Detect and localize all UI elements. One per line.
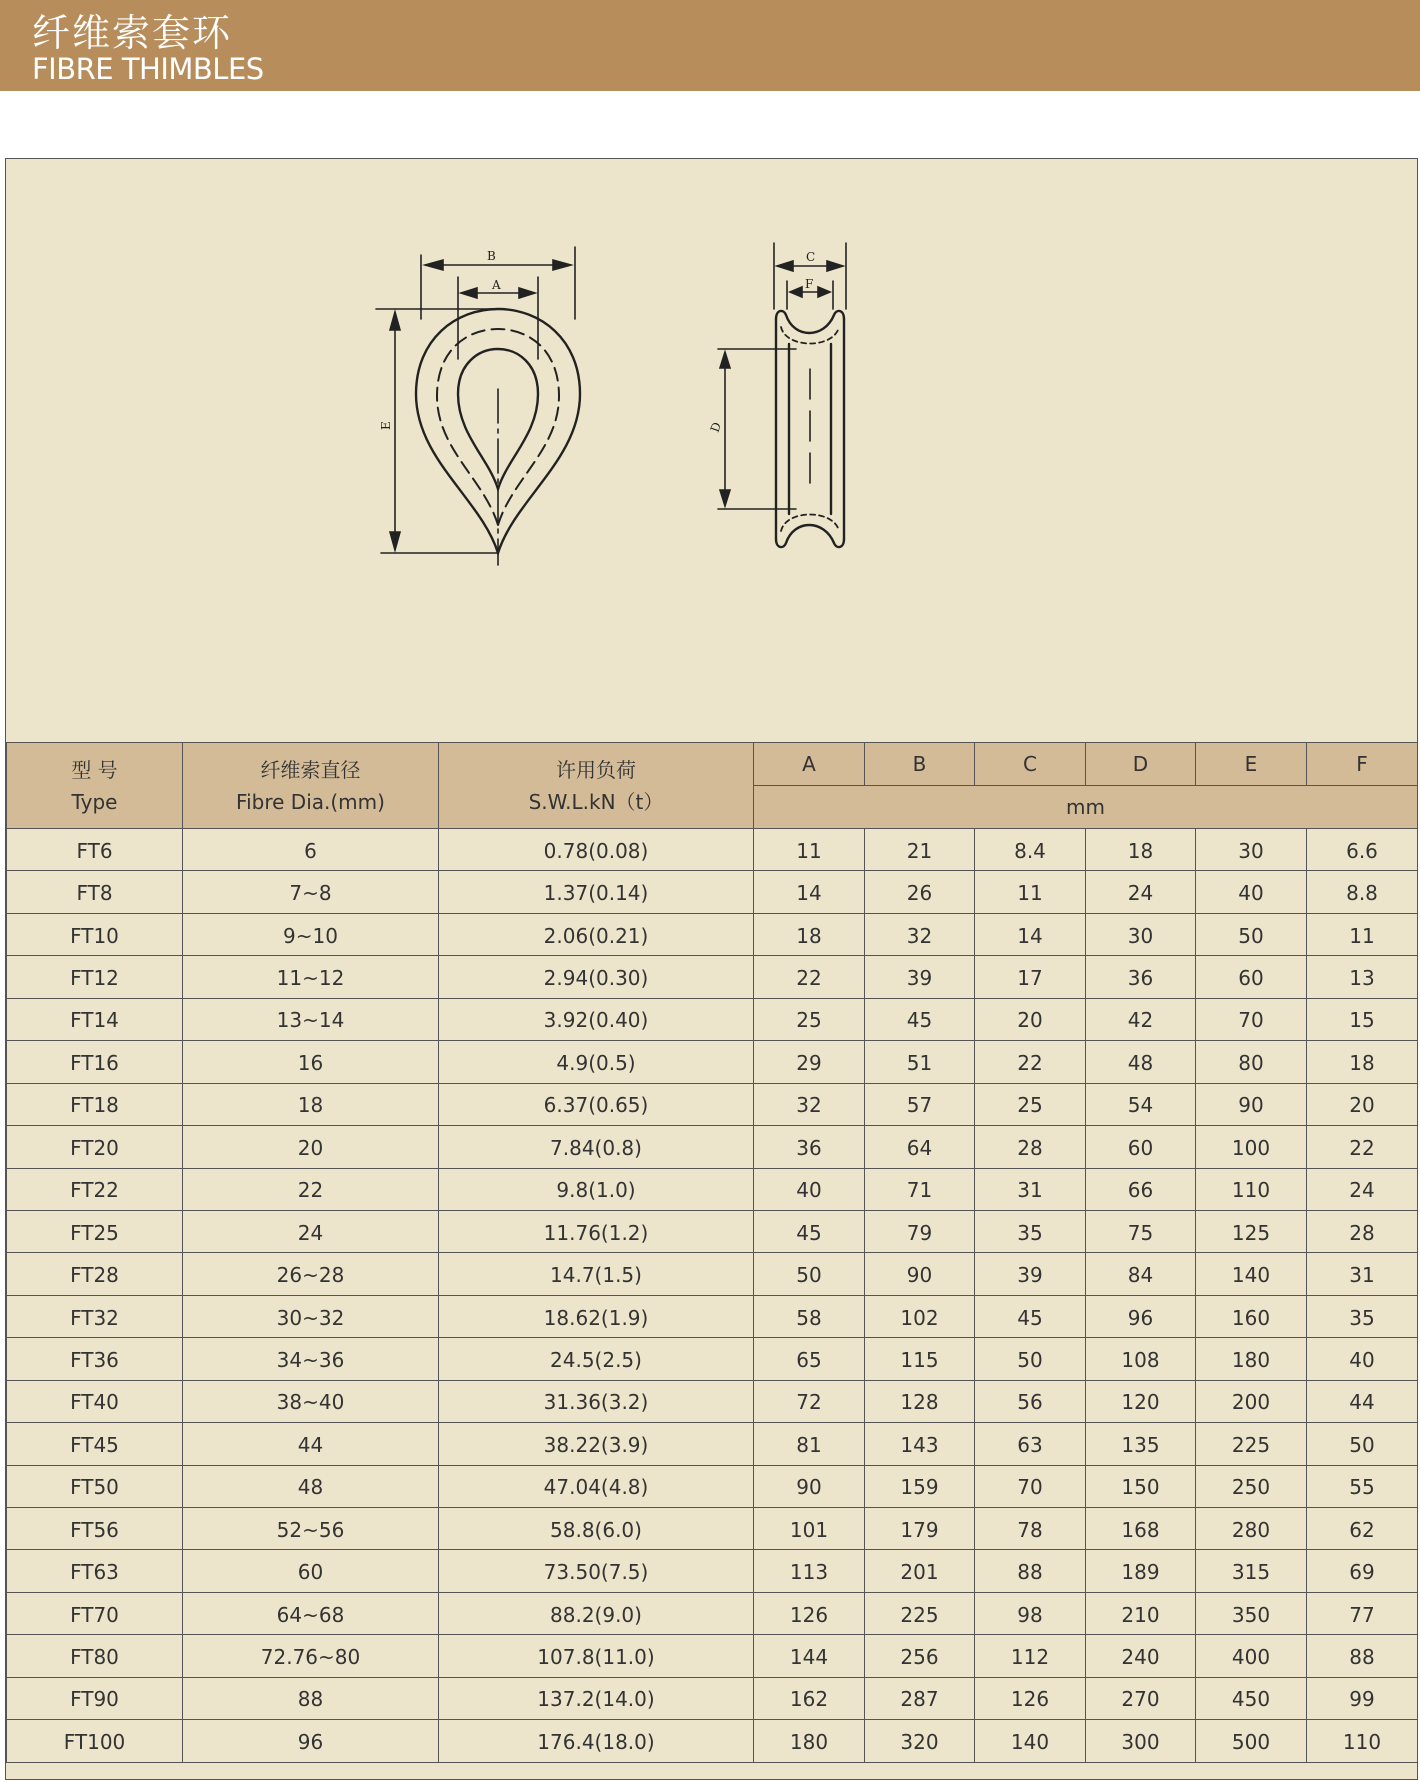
cell-dim-c: 70 [975,1465,1086,1507]
cell-fibre-dia: 26~28 [183,1253,439,1295]
cell-swl: 107.8(11.0) [439,1635,754,1677]
cell-dim-c: 14 [975,913,1086,955]
cell-dim-d: 66 [1086,1168,1196,1210]
cell-dim-b: 90 [865,1253,975,1295]
cell-dim-e: 125 [1196,1210,1307,1252]
cell-dim-b: 179 [865,1508,975,1550]
cell-dim-f: 88 [1307,1635,1418,1677]
cell-dim-c: 25 [975,1083,1086,1125]
cell-dim-d: 96 [1086,1295,1196,1337]
cell-fibre-dia: 9~10 [183,913,439,955]
cell-fibre-dia: 64~68 [183,1592,439,1634]
table-row [7,1126,1418,1168]
cell-dim-b: 159 [865,1465,975,1507]
cell-dim-e: 180 [1196,1338,1307,1380]
cell-fibre-dia: 7~8 [183,871,439,913]
cell-dim-b: 256 [865,1635,975,1677]
spec-table-body [7,829,1418,1763]
cell-swl: 31.36(3.2) [439,1380,754,1422]
cell-dim-a: 29 [754,1041,865,1083]
table-row [7,1635,1418,1677]
table-row [7,1380,1418,1422]
table-row [7,1253,1418,1295]
cell-fibre-dia: 72.76~80 [183,1635,439,1677]
table-row [7,1168,1418,1210]
cell-dim-b: 32 [865,913,975,955]
cell-dim-d: 48 [1086,1041,1196,1083]
cell-dim-e: 315 [1196,1550,1307,1592]
cell-dim-b: 115 [865,1338,975,1380]
cell-dim-e: 60 [1196,956,1307,998]
cell-swl: 18.62(1.9) [439,1295,754,1337]
cell-dim-c: 56 [975,1380,1086,1422]
cell-dim-a: 45 [754,1210,865,1252]
cell-dim-a: 101 [754,1508,865,1550]
dim-label-e: E [379,421,393,430]
cell-dim-b: 39 [865,956,975,998]
cell-dim-c: 112 [975,1635,1086,1677]
table-row [7,1550,1418,1592]
cell-type: FT25 [7,1210,183,1252]
cell-type: FT16 [7,1041,183,1083]
cell-dim-c: 11 [975,871,1086,913]
cell-dim-e: 50 [1196,913,1307,955]
cell-swl: 2.06(0.21) [439,913,754,955]
cell-dim-e: 225 [1196,1423,1307,1465]
header-dim-a: A [754,743,865,786]
cell-dim-f: 28 [1307,1210,1418,1252]
cell-dim-f: 18 [1307,1041,1418,1083]
cell-dim-e: 200 [1196,1380,1307,1422]
cell-type: FT80 [7,1635,183,1677]
cell-dim-d: 54 [1086,1083,1196,1125]
table-row [7,956,1418,998]
cell-dim-f: 13 [1307,956,1418,998]
cell-dim-f: 31 [1307,1253,1418,1295]
cell-swl: 11.76(1.2) [439,1210,754,1252]
cell-dim-d: 210 [1086,1592,1196,1634]
table-row [7,1295,1418,1337]
cell-fibre-dia: 30~32 [183,1295,439,1337]
cell-dim-f: 8.8 [1307,871,1418,913]
cell-fibre-dia: 11~12 [183,956,439,998]
cell-dim-f: 44 [1307,1380,1418,1422]
header-dim-b: B [865,743,975,786]
cell-dim-c: 140 [975,1720,1086,1762]
cell-dim-a: 14 [754,871,865,913]
thimble-drawing [6,159,1417,742]
cell-dim-e: 70 [1196,998,1307,1040]
side-bottom-groove [776,525,844,547]
cell-dim-f: 15 [1307,998,1418,1040]
table-row [7,1720,1418,1762]
cell-fibre-dia: 18 [183,1083,439,1125]
spec-table [6,742,1418,1763]
cell-dim-a: 180 [754,1720,865,1762]
cell-dim-d: 270 [1086,1677,1196,1719]
cell-dim-f: 69 [1307,1550,1418,1592]
cell-swl: 176.4(18.0) [439,1720,754,1762]
cell-dim-b: 57 [865,1083,975,1125]
cell-dim-c: 22 [975,1041,1086,1083]
cell-dim-b: 51 [865,1041,975,1083]
cell-dim-e: 450 [1196,1677,1307,1719]
cell-dim-b: 45 [865,998,975,1040]
cell-dim-e: 110 [1196,1168,1307,1210]
cell-dim-a: 144 [754,1635,865,1677]
table-row [7,1592,1418,1634]
cell-dim-a: 22 [754,956,865,998]
header-type [7,743,183,829]
cell-dim-e: 30 [1196,829,1307,871]
cell-dim-d: 300 [1086,1720,1196,1762]
cell-dim-c: 98 [975,1592,1086,1634]
cell-dim-e: 250 [1196,1465,1307,1507]
cell-dim-a: 58 [754,1295,865,1337]
cell-fibre-dia: 20 [183,1126,439,1168]
cell-dim-d: 24 [1086,871,1196,913]
cell-dim-e: 80 [1196,1041,1307,1083]
cell-dim-b: 21 [865,829,975,871]
cell-dim-f: 35 [1307,1295,1418,1337]
cell-dim-d: 135 [1086,1423,1196,1465]
cell-type: FT45 [7,1423,183,1465]
cell-type: FT28 [7,1253,183,1295]
cell-swl: 58.8(6.0) [439,1508,754,1550]
cell-dim-f: 40 [1307,1338,1418,1380]
cell-type: FT50 [7,1465,183,1507]
cell-fibre-dia: 38~40 [183,1380,439,1422]
table-row [7,1677,1418,1719]
header-dia-zh: 纤维索直径 [260,757,361,782]
cell-dim-c: 20 [975,998,1086,1040]
cell-fibre-dia: 16 [183,1041,439,1083]
dim-label-c: C [806,250,816,264]
cell-swl: 14.7(1.5) [439,1253,754,1295]
cell-type: FT18 [7,1083,183,1125]
cell-dim-f: 50 [1307,1423,1418,1465]
cell-type: FT90 [7,1677,183,1719]
cell-dim-f: 110 [1307,1720,1418,1762]
cell-dim-a: 32 [754,1083,865,1125]
cell-dim-a: 18 [754,913,865,955]
cell-dim-d: 240 [1086,1635,1196,1677]
cell-dim-b: 128 [865,1380,975,1422]
table-row [7,913,1418,955]
cell-type: FT32 [7,1295,183,1337]
cell-swl: 88.2(9.0) [439,1592,754,1634]
cell-dim-e: 350 [1196,1592,1307,1634]
cell-dim-e: 400 [1196,1635,1307,1677]
cell-swl: 4.9(0.5) [439,1041,754,1083]
header-type-en: Type [71,789,118,814]
cell-fibre-dia: 44 [183,1423,439,1465]
cell-fibre-dia: 13~14 [183,998,439,1040]
cell-dim-c: 88 [975,1550,1086,1592]
cell-dim-f: 55 [1307,1465,1418,1507]
cell-swl: 7.84(0.8) [439,1126,754,1168]
header-swl-zh: 许用负荷 [556,757,636,782]
cell-dim-c: 126 [975,1677,1086,1719]
cell-dim-b: 225 [865,1592,975,1634]
dim-label-f: F [805,277,814,291]
header-type-zh: 型 号 [71,757,118,782]
cell-type: FT70 [7,1592,183,1634]
cell-type: FT6 [7,829,183,871]
table-row [7,1338,1418,1380]
cell-dim-d: 36 [1086,956,1196,998]
table-row [7,1083,1418,1125]
cell-dim-c: 45 [975,1295,1086,1337]
header-unit: mm [754,786,1418,829]
cell-dim-b: 26 [865,871,975,913]
cell-dim-d: 108 [1086,1338,1196,1380]
cell-swl: 0.78(0.08) [439,829,754,871]
cell-swl: 24.5(2.5) [439,1338,754,1380]
cell-dim-d: 60 [1086,1126,1196,1168]
header-swl-en: S.W.L.kN（t） [528,789,664,814]
cell-type: FT36 [7,1338,183,1380]
header-dia-en: Fibre Dia.(mm) [236,789,385,814]
cell-dim-c: 39 [975,1253,1086,1295]
table-row [7,829,1418,871]
cell-type: FT14 [7,998,183,1040]
cell-swl: 73.50(7.5) [439,1550,754,1592]
cell-fibre-dia: 24 [183,1210,439,1252]
cell-dim-a: 50 [754,1253,865,1295]
table-row [7,1465,1418,1507]
cell-dim-e: 40 [1196,871,1307,913]
cell-dim-b: 287 [865,1677,975,1719]
cell-dim-d: 18 [1086,829,1196,871]
cell-dim-d: 75 [1086,1210,1196,1252]
cell-dim-c: 78 [975,1508,1086,1550]
cell-dim-a: 162 [754,1677,865,1719]
cell-swl: 3.92(0.40) [439,998,754,1040]
header-dim-d: D [1086,743,1196,786]
cell-dim-a: 90 [754,1465,865,1507]
title-banner [0,0,1420,91]
cell-dim-c: 63 [975,1423,1086,1465]
cell-swl: 2.94(0.30) [439,956,754,998]
cell-dim-c: 17 [975,956,1086,998]
table-row [7,1210,1418,1252]
cell-dim-c: 35 [975,1210,1086,1252]
dim-label-a: A [492,278,501,292]
cell-dim-d: 189 [1086,1550,1196,1592]
dim-label-d: D [707,420,725,435]
cell-dim-f: 11 [1307,913,1418,955]
cell-dim-b: 79 [865,1210,975,1252]
title-english: FIBRE THIMBLES [32,52,264,86]
cell-dim-a: 113 [754,1550,865,1592]
cell-type: FT10 [7,913,183,955]
cell-dim-d: 120 [1086,1380,1196,1422]
cell-swl: 9.8(1.0) [439,1168,754,1210]
cell-dim-c: 31 [975,1168,1086,1210]
cell-dim-f: 24 [1307,1168,1418,1210]
cell-type: FT22 [7,1168,183,1210]
cell-fibre-dia: 88 [183,1677,439,1719]
cell-fibre-dia: 96 [183,1720,439,1762]
table-row [7,1041,1418,1083]
header-dim-f: F [1307,743,1418,786]
cell-swl: 38.22(3.9) [439,1423,754,1465]
cell-type: FT20 [7,1126,183,1168]
cell-fibre-dia: 48 [183,1465,439,1507]
cell-dim-a: 126 [754,1592,865,1634]
cell-dim-a: 65 [754,1338,865,1380]
cell-dim-f: 6.6 [1307,829,1418,871]
cell-dim-f: 22 [1307,1126,1418,1168]
table-row [7,1508,1418,1550]
cell-fibre-dia: 34~36 [183,1338,439,1380]
spec-panel [5,158,1418,1780]
cell-dim-f: 77 [1307,1592,1418,1634]
cell-dim-b: 143 [865,1423,975,1465]
cell-dim-f: 20 [1307,1083,1418,1125]
cell-fibre-dia: 60 [183,1550,439,1592]
cell-dim-a: 11 [754,829,865,871]
side-top-groove [776,311,844,333]
cell-dim-a: 36 [754,1126,865,1168]
cell-dim-a: 25 [754,998,865,1040]
cell-dim-d: 42 [1086,998,1196,1040]
cell-dim-c: 50 [975,1338,1086,1380]
cell-dim-b: 320 [865,1720,975,1762]
table-row [7,998,1418,1040]
cell-swl: 47.04(4.8) [439,1465,754,1507]
cell-type: FT40 [7,1380,183,1422]
header-dim-e: E [1196,743,1307,786]
cell-dim-e: 140 [1196,1253,1307,1295]
cell-dim-e: 280 [1196,1508,1307,1550]
cell-swl: 1.37(0.14) [439,871,754,913]
cell-dim-b: 102 [865,1295,975,1337]
cell-type: FT12 [7,956,183,998]
cell-dim-b: 71 [865,1168,975,1210]
table-row [7,1423,1418,1465]
cell-type: FT100 [7,1720,183,1762]
cell-dim-d: 84 [1086,1253,1196,1295]
cell-fibre-dia: 52~56 [183,1508,439,1550]
cell-dim-a: 40 [754,1168,865,1210]
cell-dim-d: 168 [1086,1508,1196,1550]
header-swl [439,743,754,829]
cell-swl: 137.2(14.0) [439,1677,754,1719]
cell-swl: 6.37(0.65) [439,1083,754,1125]
cell-type: FT56 [7,1508,183,1550]
dim-label-b: B [487,249,496,263]
cell-dim-e: 90 [1196,1083,1307,1125]
cell-dim-b: 201 [865,1550,975,1592]
header-fibre-dia [183,743,439,829]
cell-dim-c: 28 [975,1126,1086,1168]
cell-type: FT63 [7,1550,183,1592]
cell-dim-e: 100 [1196,1126,1307,1168]
cell-dim-d: 30 [1086,913,1196,955]
cell-dim-e: 500 [1196,1720,1307,1762]
cell-dim-e: 160 [1196,1295,1307,1337]
cell-dim-d: 150 [1086,1465,1196,1507]
title-chinese: 纤维索套环 [32,11,233,55]
cell-dim-f: 62 [1307,1508,1418,1550]
cell-fibre-dia: 6 [183,829,439,871]
header-dim-c: C [975,743,1086,786]
cell-dim-c: 8.4 [975,829,1086,871]
cell-dim-b: 64 [865,1126,975,1168]
cell-dim-a: 72 [754,1380,865,1422]
table-row [7,871,1418,913]
cell-dim-f: 99 [1307,1677,1418,1719]
cell-fibre-dia: 22 [183,1168,439,1210]
cell-dim-a: 81 [754,1423,865,1465]
cell-type: FT8 [7,871,183,913]
